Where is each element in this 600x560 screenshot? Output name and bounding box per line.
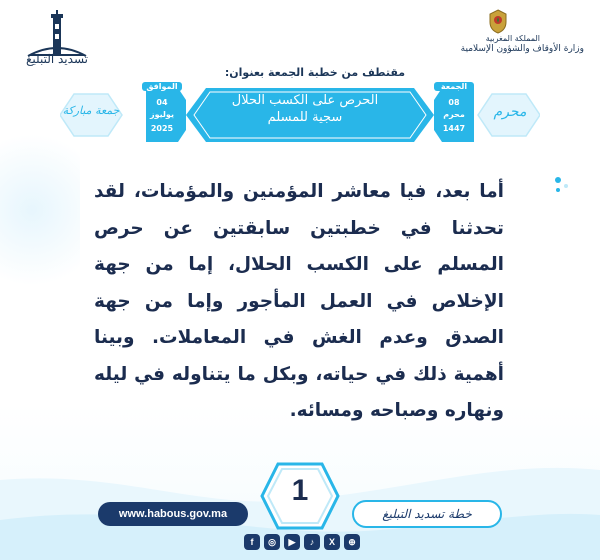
left-logo-caption: تسديد التبليغ xyxy=(25,52,88,66)
left-tag-label: جمعة مباركة xyxy=(62,104,120,117)
youtube-icon[interactable]: ▶ xyxy=(284,534,300,550)
ministry-line-2: وزارة الأوقاف والشؤون الإسلامية xyxy=(460,44,584,54)
left-info-year: 2025 xyxy=(150,124,174,133)
right-info-day: 08 xyxy=(448,98,460,107)
tiktok-icon[interactable]: ♪ xyxy=(304,534,320,550)
banner-title-line-1: الحرص على الكسب الحلال xyxy=(231,93,379,108)
sermon-excerpt: أما بعد، فيا معاشر المؤمنين والمؤمنات، لقد تحدثنا في خطبتين سابقتين عن حرص المسلم على الكسب الحلال، إما من جهة الإخلاص في العمل المأجور وإما من جهة الصدق وعدم الغش في المعاملات. وبينا أهمية ذلك في حياته، وبكل ما يتناوله في ليله ونهاره وصباحه ومسائه. xyxy=(94,181,504,421)
banner-title-line-2: سجية للمسلم xyxy=(267,110,343,125)
left-info-day: 04 xyxy=(156,98,168,107)
ministry-line-1: المملكة المغربية xyxy=(485,34,540,43)
facebook-icon[interactable]: f xyxy=(244,534,260,550)
right-info-month: محرم xyxy=(443,110,465,119)
left-info-label: الموافق xyxy=(142,82,182,91)
left-info-month: يوليوز xyxy=(150,110,174,119)
side-ornament-icon xyxy=(552,170,572,204)
instagram-icon[interactable]: ◎ xyxy=(264,534,280,550)
sermon-caption: مقتطف من خطبة الجمعة بعنوان: xyxy=(224,66,406,79)
slide-number: 1 xyxy=(291,474,309,507)
web-icon[interactable]: ⊕ xyxy=(344,534,360,550)
brand-label: خطة تسديد التبليغ xyxy=(352,500,502,528)
right-tag-label: محرم xyxy=(493,104,527,120)
right-info-label: الجمعة xyxy=(434,82,474,91)
website-link[interactable]: www.habous.gov.ma xyxy=(98,502,248,526)
coat-of-arms-icon xyxy=(486,8,510,34)
x-icon[interactable]: X xyxy=(324,534,340,550)
left-glow-decoration xyxy=(0,130,80,290)
right-info-year: 1447 xyxy=(442,124,466,133)
